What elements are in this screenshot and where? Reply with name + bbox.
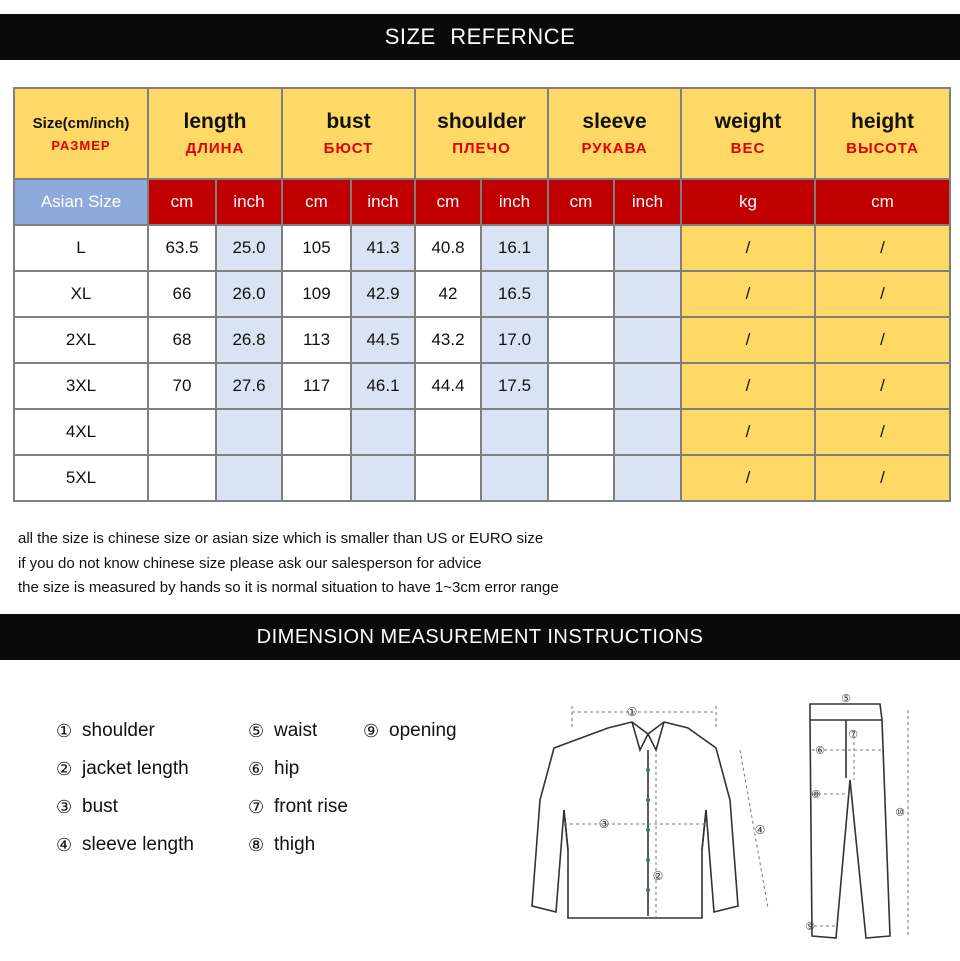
diagram-label: ⑤ (841, 692, 851, 705)
table-cell: / (681, 317, 815, 363)
table-cell: 70 (148, 363, 216, 409)
table-cell (351, 455, 415, 501)
header-weight (681, 88, 815, 179)
table-cell (548, 225, 614, 271)
table-cell (415, 455, 481, 501)
diagram-label: ⑨ (805, 920, 815, 933)
table-cell (614, 225, 681, 271)
diagram-label: ⑦ (848, 728, 858, 741)
unit-cell: inch (351, 179, 415, 225)
banner-title: DIMENSION MEASUREMENT INSTRUCTIONS (256, 625, 704, 648)
header-en: shoulder (437, 110, 526, 133)
legend-label: sleeve length (82, 834, 194, 855)
size-label: L (14, 225, 148, 271)
asian-size-label: Asian Size (14, 179, 148, 225)
table-cell: / (815, 225, 950, 271)
table-row (14, 317, 950, 363)
header-ru: ПЛЕЧО (452, 140, 511, 157)
table-cell (481, 409, 548, 455)
legend-number: ③ (56, 796, 73, 817)
unit-cell: inch (481, 179, 548, 225)
size-reference-banner (0, 14, 960, 60)
diagram-label: ③ (598, 817, 610, 831)
table-cell (614, 363, 681, 409)
unit-cell: cm (282, 179, 351, 225)
size-label: 4XL (14, 409, 148, 455)
table-cell: 40.8 (415, 225, 481, 271)
table-cell (548, 409, 614, 455)
header-en: length (183, 110, 247, 133)
header-ru: БЮСТ (323, 140, 374, 157)
table-header-row (14, 88, 950, 179)
table-row (14, 271, 950, 317)
legend-item (248, 826, 348, 864)
table-cell: 16.5 (481, 271, 548, 317)
table-cell: 25.0 (216, 225, 282, 271)
header-bust (282, 88, 415, 179)
legend-item (56, 788, 194, 826)
table-cell: / (681, 409, 815, 455)
table-cell: 105 (282, 225, 351, 271)
legend-number: ④ (56, 834, 73, 855)
table-cell: / (681, 363, 815, 409)
table-cell: 41.3 (351, 225, 415, 271)
size-label: 2XL (14, 317, 148, 363)
table-cell: 109 (282, 271, 351, 317)
pants-measure-lines (812, 710, 908, 938)
size-table (13, 87, 951, 502)
table-cell (415, 409, 481, 455)
diagram-label: ① (626, 705, 638, 719)
table-cell: 44.4 (415, 363, 481, 409)
legend-column-2 (248, 712, 348, 864)
table-cell: / (815, 409, 950, 455)
table-cell (148, 409, 216, 455)
diagram-label: ⑩ (895, 806, 905, 819)
unit-cell: cm (548, 179, 614, 225)
table-cell: 17.5 (481, 363, 548, 409)
header-en: weight (714, 110, 782, 133)
unit-cell: cm (148, 179, 216, 225)
legend-number: ② (56, 758, 73, 779)
table-cell (351, 409, 415, 455)
legend-number: ⑦ (248, 796, 265, 817)
legend-label: jacket length (82, 758, 189, 779)
header-ru: РАЗМЕР (51, 137, 111, 153)
measurement-banner (0, 614, 960, 660)
table-cell (614, 409, 681, 455)
header-shoulder (415, 88, 548, 179)
legend-label: hip (274, 758, 300, 779)
diagram-label: ④ (754, 823, 766, 837)
legend-item (248, 712, 348, 750)
legend-number: ⑤ (248, 720, 265, 741)
legend-item (363, 712, 457, 750)
legend-number: ⑨ (363, 720, 380, 741)
table-cell (548, 271, 614, 317)
header-en: sleeve (582, 110, 647, 133)
header-sleeve (548, 88, 681, 179)
table-cell: 42.9 (351, 271, 415, 317)
table-cell: / (681, 225, 815, 271)
table-row (14, 409, 950, 455)
table-cell: / (681, 455, 815, 501)
legend-column-3 (363, 712, 457, 750)
table-cell: / (815, 455, 950, 501)
table-cell: 17.0 (481, 317, 548, 363)
table-cell: 26.8 (216, 317, 282, 363)
legend-label: front rise (274, 796, 348, 817)
table-cell: 117 (282, 363, 351, 409)
header-height (815, 88, 950, 179)
table-cell: / (815, 317, 950, 363)
legend-label: waist (274, 720, 318, 741)
table-cell: 26.0 (216, 271, 282, 317)
table-cell: 113 (282, 317, 351, 363)
table-cell (216, 455, 282, 501)
unit-cell: cm (415, 179, 481, 225)
header-en: Size(cm/inch) (32, 114, 130, 132)
table-cell (614, 455, 681, 501)
units-row (14, 179, 950, 225)
legend-label: opening (389, 720, 457, 741)
table-cell: 27.6 (216, 363, 282, 409)
size-label: 5XL (14, 455, 148, 501)
size-notes (18, 527, 559, 601)
table-cell: 44.5 (351, 317, 415, 363)
table-row (14, 363, 950, 409)
legend-item (56, 826, 194, 864)
size-label: XL (14, 271, 148, 317)
table-cell (282, 455, 351, 501)
unit-cell: inch (614, 179, 681, 225)
table-cell: 43.2 (415, 317, 481, 363)
table-cell: 42 (415, 271, 481, 317)
unit-cell: inch (216, 179, 282, 225)
table-cell (148, 455, 216, 501)
table-cell: 68 (148, 317, 216, 363)
header-ru: ВЕС (730, 140, 766, 157)
table-cell (548, 363, 614, 409)
shirt-outline (532, 722, 738, 918)
header-en: bust (326, 110, 371, 133)
table-cell: 46.1 (351, 363, 415, 409)
legend-label: thigh (274, 834, 316, 855)
table-cell: 63.5 (148, 225, 216, 271)
unit-cell: cm (815, 179, 950, 225)
table-cell: 16.1 (481, 225, 548, 271)
diagram-label: ⑥ (815, 744, 825, 757)
unit-cell: kg (681, 179, 815, 225)
table-cell (548, 455, 614, 501)
table-cell (216, 409, 282, 455)
table-cell: / (681, 271, 815, 317)
note-line: if you do not know chinese size please ask our salesperson for advice (18, 554, 482, 572)
table-cell (614, 317, 681, 363)
header-en: height (851, 110, 915, 133)
legend-label: shoulder (82, 720, 155, 741)
size-label: 3XL (14, 363, 148, 409)
table-row (14, 225, 950, 271)
table-cell (282, 409, 351, 455)
diagram-label: ② (652, 869, 664, 883)
shirt-measure-lines (564, 706, 768, 918)
legend-label: bust (82, 796, 118, 817)
table-row (14, 455, 950, 501)
legend-item (248, 788, 348, 826)
note-line: the size is measured by hands so it is normal situation to have 1~3cm error range (18, 579, 559, 596)
banner-title: SIZE REFERNCE (384, 24, 576, 49)
legend-number: ① (56, 720, 73, 741)
legend-item (248, 750, 348, 788)
diagram-label: ⑧ (811, 788, 821, 801)
header-ru: ВЫСОТА (846, 140, 919, 157)
legend-item (56, 750, 194, 788)
shirt-labels (599, 705, 766, 883)
table-cell (548, 317, 614, 363)
table-cell (614, 271, 681, 317)
table-cell: / (815, 363, 950, 409)
table-cell: 66 (148, 271, 216, 317)
legend-column-1 (56, 712, 194, 864)
header-ru: ДЛИНА (185, 140, 245, 157)
header-size (14, 88, 148, 179)
legend-number: ⑧ (248, 834, 265, 855)
pants-labels (805, 692, 905, 933)
header-ru: РУКАВА (581, 140, 648, 157)
header-length (148, 88, 282, 179)
legend-number: ⑥ (248, 758, 265, 779)
table-cell: / (815, 271, 950, 317)
note-line: all the size is chinese size or asian size which is smaller than US or EURO size (18, 530, 544, 547)
table-cell (481, 455, 548, 501)
garment-measurement-diagram (520, 690, 940, 950)
legend-item (56, 712, 194, 750)
